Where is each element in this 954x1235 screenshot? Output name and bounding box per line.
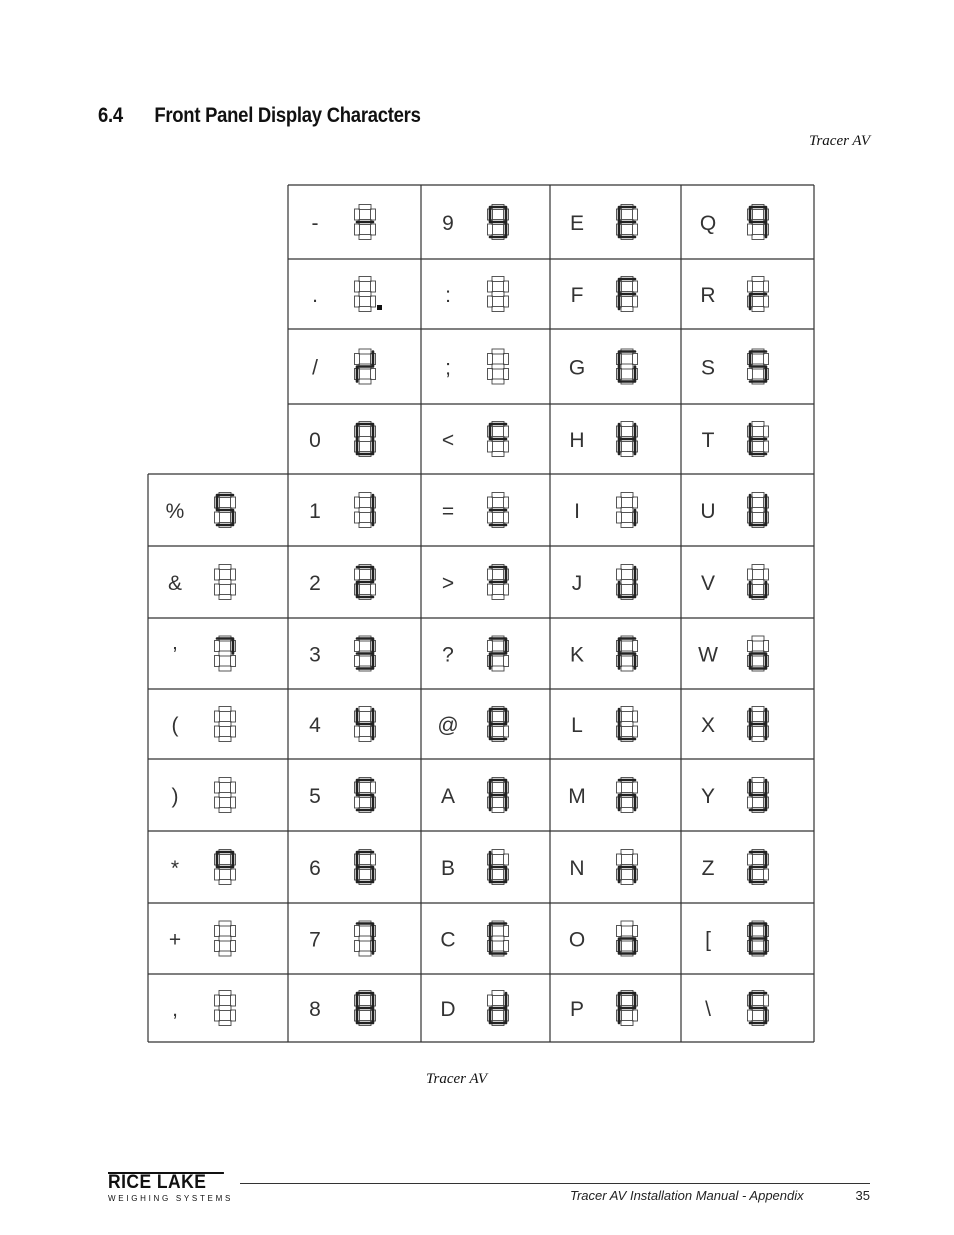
display-character-cell — [701, 707, 769, 742]
character-label: H — [569, 429, 585, 452]
character-label: ; — [445, 356, 451, 380]
character-label: 1 — [309, 500, 321, 523]
character-label: 7 — [309, 928, 321, 952]
display-character-cell — [574, 493, 637, 528]
character-label: : — [445, 284, 451, 307]
display-character-cell — [701, 349, 769, 384]
display-character-cell — [700, 277, 768, 312]
character-label: + — [168, 928, 182, 952]
display-character-cell — [309, 991, 375, 1026]
character-label: A — [440, 785, 456, 808]
segment-outline — [488, 349, 509, 384]
display-character-cell — [169, 921, 236, 956]
character-label: R — [700, 284, 716, 307]
character-label: = — [441, 500, 455, 523]
segment-outline — [215, 991, 236, 1026]
segment-outline — [488, 277, 509, 312]
character-label: T — [701, 429, 715, 452]
logo-tagline: WEIGHING SYSTEMS — [108, 1194, 233, 1203]
character-label: 0 — [309, 429, 321, 452]
character-label: . — [312, 284, 318, 307]
rice-lake-logo — [108, 1172, 234, 1203]
character-label: % — [165, 500, 185, 523]
segment-outline — [355, 277, 376, 312]
character-label: X — [700, 714, 716, 737]
display-character-cell — [570, 991, 638, 1026]
display-character-cell — [705, 921, 768, 956]
character-label: N — [569, 857, 585, 880]
display-character-cell — [700, 493, 768, 528]
display-character-cell — [309, 850, 375, 885]
character-label: ’ — [172, 643, 178, 667]
character-label: O — [568, 928, 586, 952]
display-character-cell — [445, 277, 508, 312]
display-character-cell — [312, 205, 376, 240]
character-label: 5 — [309, 785, 321, 808]
display-character-cell — [442, 636, 508, 671]
display-character-cell — [442, 565, 509, 600]
character-label: D — [440, 998, 456, 1021]
display-character-cell — [441, 778, 509, 813]
character-label: U — [700, 500, 716, 523]
character-label: Z — [701, 857, 715, 880]
character-label: \ — [705, 998, 711, 1021]
segment-outline — [215, 921, 236, 956]
character-label: Y — [700, 785, 716, 808]
display-character-cell — [172, 991, 235, 1026]
character-label: * — [170, 857, 180, 880]
display-character-cell — [705, 991, 768, 1026]
display-character-cell — [437, 707, 508, 742]
display-character-cell — [166, 493, 236, 528]
display-character-cell — [570, 205, 638, 240]
display-character-cell — [309, 921, 375, 956]
display-character-cell — [309, 565, 375, 600]
display-character-cell — [171, 850, 236, 885]
character-label: G — [568, 356, 586, 380]
display-character-cell — [698, 636, 768, 671]
character-label: [ — [705, 928, 711, 952]
display-character-cell — [172, 707, 236, 742]
character-label: J — [571, 572, 583, 595]
segment-outline — [215, 707, 236, 742]
display-character-cell — [442, 422, 509, 457]
display-character-cell — [442, 205, 508, 240]
character-label: ( — [171, 714, 179, 737]
character-label: C — [440, 928, 456, 952]
logo-name: RICE LAKE — [108, 1172, 224, 1192]
display-character-cell — [569, 850, 637, 885]
display-character-cell — [312, 277, 382, 312]
display-character-cell — [702, 850, 769, 885]
footer-rule — [240, 1183, 870, 1184]
footer-doc-title: Tracer AV Installation Manual - Appendix — [570, 1188, 804, 1203]
decimal-point — [377, 305, 382, 310]
table-caption: Tracer AV — [426, 1071, 488, 1087]
section-title: Front Panel Display Characters — [154, 104, 421, 127]
character-label: 6 — [309, 857, 321, 880]
display-character-cell — [572, 565, 638, 600]
display-character-cell — [571, 277, 638, 312]
character-label: I — [574, 500, 580, 523]
character-label: 9 — [442, 212, 454, 235]
display-character-cell — [309, 707, 375, 742]
character-label: - — [311, 212, 319, 235]
display-character-cell — [701, 778, 769, 813]
display-character-cell — [172, 778, 236, 813]
character-label: < — [441, 429, 455, 452]
display-character-cell — [309, 422, 375, 457]
display-character-cell — [570, 636, 638, 671]
character-label: L — [571, 714, 583, 737]
display-character-cell — [309, 636, 375, 671]
character-label: ) — [171, 785, 179, 808]
display-character-cell — [173, 636, 236, 671]
display-character-cell — [312, 349, 375, 384]
character-label: 4 — [309, 714, 321, 737]
character-label: , — [172, 998, 178, 1021]
character-label: Q — [699, 212, 717, 235]
intro-text: Tracer AV — [808, 133, 870, 149]
segment-outline — [215, 778, 236, 813]
character-label: P — [569, 998, 585, 1021]
display-character-cell — [702, 422, 769, 457]
character-label: ? — [442, 643, 454, 667]
display-character-cell — [569, 349, 638, 384]
display-character-cell — [571, 707, 637, 742]
character-label: M — [568, 785, 586, 808]
character-label: S — [700, 356, 716, 380]
character-label: W — [698, 643, 718, 667]
character-label: 3 — [309, 643, 321, 667]
display-character-cell — [309, 778, 375, 813]
display-character-cell — [441, 850, 509, 885]
display-character-cell — [440, 991, 508, 1026]
character-label: @ — [437, 714, 459, 737]
display-character-cell — [440, 921, 508, 956]
display-character-cell — [701, 565, 769, 600]
display-character-cell — [569, 921, 638, 956]
display-character-cell — [700, 205, 769, 240]
section-number: 6.4 — [98, 104, 123, 127]
display-character-cell — [168, 565, 236, 600]
character-label: F — [570, 284, 584, 307]
display-character-cell — [569, 422, 637, 457]
character-label: V — [700, 572, 716, 595]
character-label: E — [569, 212, 585, 235]
segment-outline — [215, 565, 236, 600]
display-character-cell — [442, 493, 509, 528]
display-character-cell — [445, 349, 508, 384]
character-label: B — [440, 857, 456, 880]
character-label: 2 — [309, 572, 321, 595]
display-character-cell — [309, 493, 375, 528]
character-label: K — [569, 643, 585, 667]
character-label: 8 — [309, 998, 321, 1021]
character-label: > — [441, 572, 455, 595]
footer-page-number: 35 — [855, 1188, 870, 1203]
display-character-cell — [568, 778, 637, 813]
character-label: / — [312, 356, 318, 380]
character-label: & — [167, 572, 183, 595]
